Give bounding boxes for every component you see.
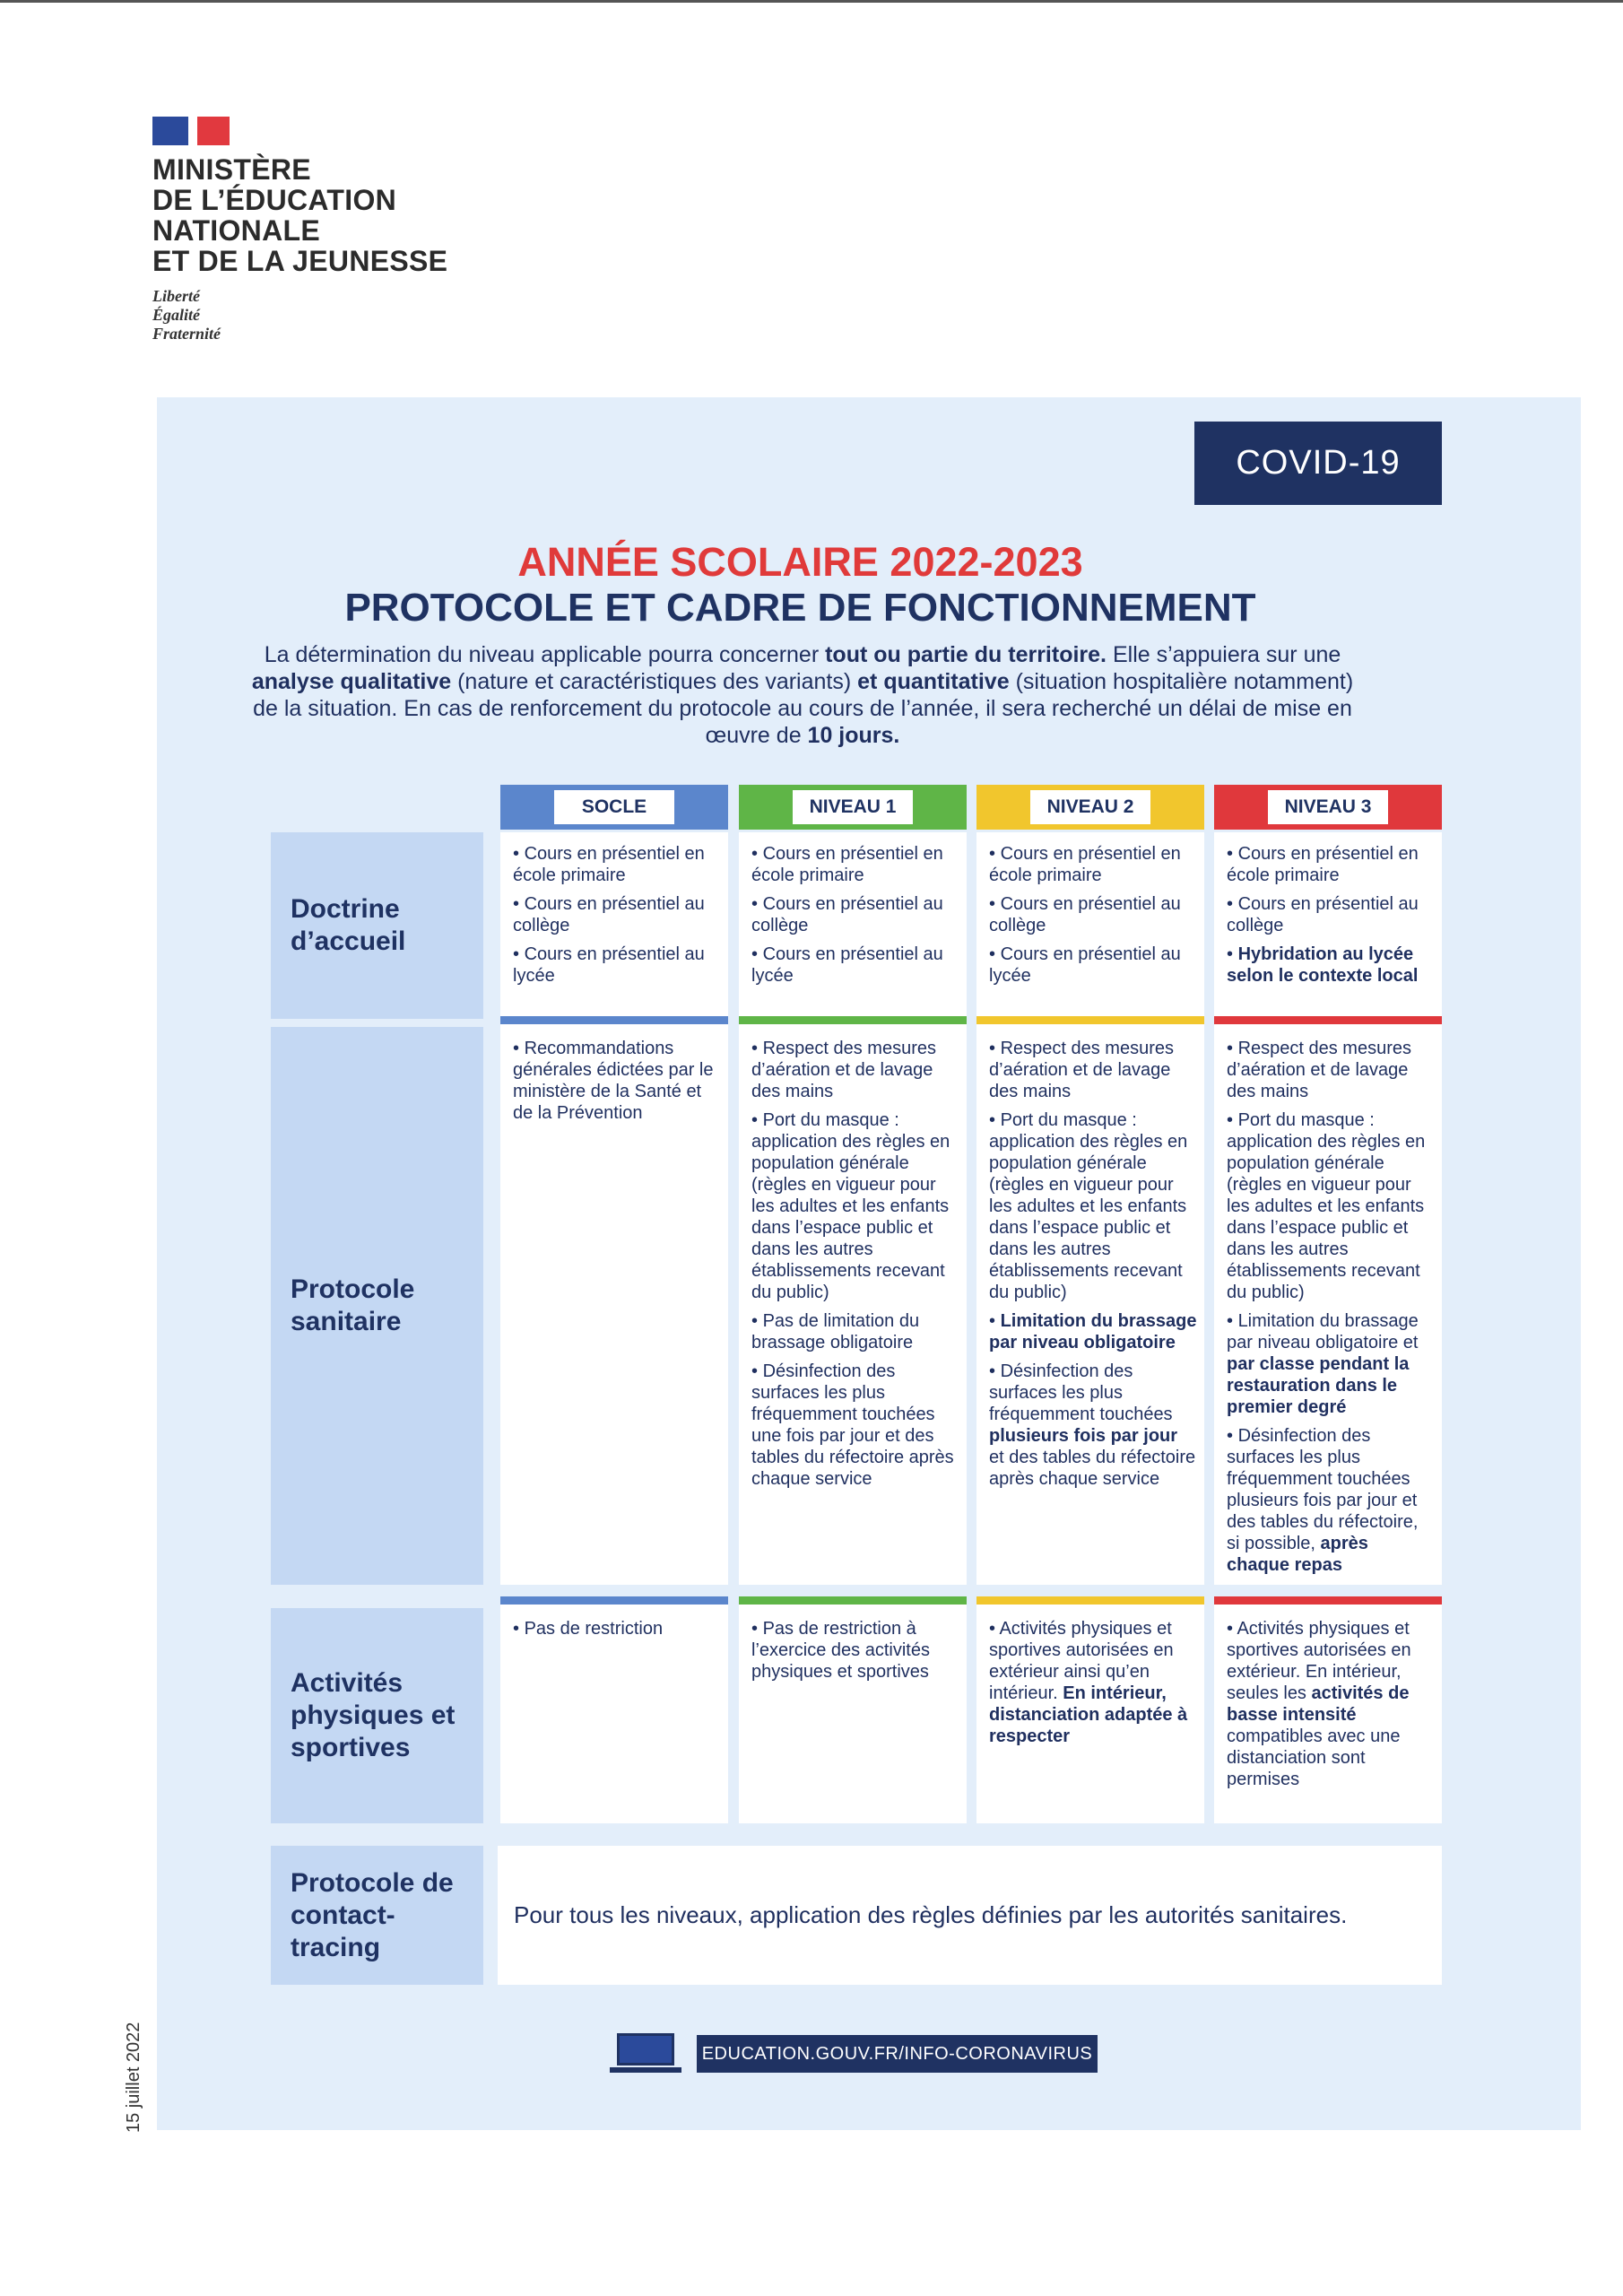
bullet-item	[513, 893, 721, 936]
bullet-list	[989, 843, 1197, 987]
bullet-item	[751, 1109, 959, 1303]
cell-doctrine-socle	[500, 832, 728, 1019]
bullet-text: Cours en présentiel en école primaire	[989, 844, 1181, 885]
bullet-text: Respect des mesures d’aération et de lavage des mains	[989, 1039, 1174, 1101]
bullet-text: En intérieur, distanciation adaptée à respecter	[989, 1683, 1188, 1746]
bullet-list	[989, 1618, 1197, 1747]
bullet-list	[1227, 1038, 1435, 1576]
bullet-text: activités de basse intensité	[1227, 1683, 1410, 1725]
protocol-title: PROTOCOLE ET CADRE DE FONCTIONNEMENT	[344, 586, 1256, 630]
level-header-socle	[500, 785, 728, 830]
cell-activites-niveau-1	[739, 1596, 967, 1823]
level-header-niveau-2	[976, 785, 1204, 830]
bullet-text: Recommandations générales édictées par le ministère de la Santé et de la Prévention	[513, 1039, 714, 1123]
bullet-list	[1227, 843, 1435, 987]
bullet-list	[751, 1618, 959, 1683]
bullet-item	[751, 1361, 959, 1490]
publication-date: 15 juillet 2022	[124, 2022, 143, 2133]
cell-sanitaire-socle	[500, 1016, 728, 1585]
bullet-item	[989, 1109, 1197, 1303]
bullet-text: Désinfection des surfaces les plus fréquemment touchées plusieurs fois par jour et des tables du réfectoire, si possible,	[1227, 1426, 1419, 1553]
contact-tracing-text: Pour tous les niveaux, application des règles définies par les autorités sanitaires.	[498, 1846, 1442, 1985]
row-label-protocole-sanitaire: Protocole sanitaire	[271, 1027, 483, 1585]
protocol-poster	[157, 397, 1581, 2130]
intro-text-run: Elle s’appuiera sur une	[1107, 642, 1341, 667]
cell-sanitaire-niveau-2	[976, 1016, 1204, 1585]
bullet-text: compatibles avec une distanciation sont permises	[1227, 1726, 1401, 1789]
bullet-list	[751, 843, 959, 987]
cell-sanitaire-niveau-1	[739, 1016, 967, 1585]
bullet-item	[751, 1038, 959, 1102]
motto	[152, 287, 475, 344]
covid-badge: COVID-19	[1194, 422, 1442, 505]
ministry-name-line: MINISTÈRE	[152, 153, 311, 186]
bullet-item	[1227, 1618, 1435, 1790]
bullet-item	[513, 1618, 721, 1639]
bullet-list	[513, 843, 721, 987]
bullet-text: Limitation du brassage par niveau obligatoire et	[1227, 1311, 1419, 1352]
bullet-text: Hybridation au lycée selon le contexte local	[1227, 944, 1419, 986]
info-coronavirus-link[interactable]: EDUCATION.GOUV.FR/INFO-CORONAVIRUS	[697, 2035, 1098, 2073]
bullet-text: Désinfection des surfaces les plus fréquemment touchées	[989, 1361, 1173, 1424]
bullet-text: Activités physiques et sportives autorisées en extérieur. En intérieur, seules les	[1227, 1619, 1411, 1703]
bullet-item	[989, 843, 1197, 886]
level-color-bar	[1214, 1016, 1442, 1024]
cell-doctrine-niveau-1	[739, 832, 967, 1019]
ministry-name-line: NATIONALE	[152, 214, 320, 247]
bullet-item	[1227, 1109, 1435, 1303]
bullet-item	[989, 1618, 1197, 1747]
bullet-item	[513, 944, 721, 987]
bullet-text: Port du masque : application des règles en population générale (règles en vigueur pour les adultes et les enfants dans l’espace public et dans les autres établissements recevant du public)	[751, 1110, 950, 1302]
motto-line: Égalité	[152, 306, 200, 324]
cell-doctrine-niveau-2	[976, 832, 1204, 1019]
bullet-text: Cours en présentiel au collège	[989, 894, 1181, 935]
bullet-item	[751, 944, 959, 987]
bullet-item	[989, 1038, 1197, 1102]
cell-activites-niveau-3	[1214, 1596, 1442, 1823]
level-color-bar	[739, 1016, 967, 1024]
bullet-text: Limitation du brassage par niveau obligatoire	[989, 1311, 1197, 1352]
row-label-activites-physiques: Activités physiques et sportives	[271, 1608, 483, 1823]
bullet-text: Cours en présentiel au collège	[513, 894, 705, 935]
row-label-contact-tracing: Protocole de contact-tracing	[271, 1846, 483, 1985]
intro-text-run: La détermination du niveau applicable pourra concerner	[264, 642, 826, 667]
bullet-item	[1227, 893, 1435, 936]
level-header-label: NIVEAU 2	[1030, 790, 1150, 824]
level-color-bar	[976, 1016, 1204, 1024]
bullet-text: Pas de restriction	[524, 1619, 664, 1639]
school-year-title: ANNÉE SCOLAIRE 2022-2023	[517, 539, 1083, 585]
bullet-item	[1227, 1425, 1435, 1576]
ministry-logo	[152, 117, 475, 344]
level-color-bar	[739, 1596, 967, 1605]
motto-line: Fraternité	[152, 325, 221, 343]
bullet-text: plusieurs fois par jour	[989, 1426, 1178, 1446]
bullet-text: Activités physiques et sportives autorisées en extérieur ainsi qu’en intérieur.	[989, 1619, 1174, 1703]
bullet-text: Cours en présentiel en école primaire	[513, 844, 705, 885]
cell-sanitaire-niveau-3	[1214, 1016, 1442, 1585]
bullet-list	[513, 1618, 721, 1639]
top-border	[0, 0, 1623, 3]
bullet-text: Cours en présentiel au lycée	[751, 944, 943, 986]
bullet-item	[751, 843, 959, 886]
bullet-item	[751, 893, 959, 936]
cell-activites-niveau-2	[976, 1596, 1204, 1823]
bullet-text: par classe pendant la restauration dans le premier degré	[1227, 1354, 1410, 1417]
motto-line: Liberté	[152, 287, 200, 305]
bullet-text: Cours en présentiel au lycée	[989, 944, 1181, 986]
ministry-name-line: ET DE LA JEUNESSE	[152, 245, 448, 277]
bullet-text: Cours en présentiel en école primaire	[751, 844, 943, 885]
bullet-text: Port du masque : application des règles en population générale (règles en vigueur pour les adultes et les enfants dans l’espace public et dans les autres établissements recevant du public)	[1227, 1110, 1426, 1302]
bullet-text: Cours en présentiel au collège	[1227, 894, 1419, 935]
intro-text-run: 10 jours.	[807, 723, 900, 748]
bullet-item	[751, 1618, 959, 1683]
intro-text-run: (nature et caractéristiques des variants)	[451, 669, 858, 694]
bullet-list	[989, 1038, 1197, 1490]
intro-text-run: (situation hospitalière notamment) de la situation. En cas de renforcement du protocole au cours de l’année, il sera recherché un délai de mise en œuvre de	[253, 669, 1354, 748]
marianne-flag-icon	[152, 117, 230, 145]
bullet-item	[513, 1038, 721, 1124]
bullet-list	[1227, 1618, 1435, 1790]
row-label-doctrine: Doctrine d’accueil	[271, 832, 483, 1019]
bullet-item	[989, 944, 1197, 987]
ministry-name-line: DE L’ÉDUCATION	[152, 184, 397, 216]
level-header-label: NIVEAU 1	[793, 790, 913, 824]
intro-text-run: analyse qualitative	[251, 669, 452, 694]
intro-text-run: tout ou partie du territoire.	[825, 642, 1107, 667]
bullet-text: et des tables du réfectoire après chaque service	[989, 1448, 1196, 1489]
laptop-icon	[610, 2033, 681, 2074]
bullet-text: Désinfection des surfaces les plus fréquemment touchées une fois par jour et des tables du réfectoire après chaque service	[751, 1361, 954, 1489]
bullet-item	[513, 843, 721, 886]
level-header-niveau-1	[739, 785, 967, 830]
bullet-text: Cours en présentiel en école primaire	[1227, 844, 1419, 885]
bullet-text: Pas de restriction à l’exercice des activités physiques et sportives	[751, 1619, 930, 1682]
cell-doctrine-niveau-3	[1214, 832, 1442, 1019]
bullet-text: Respect des mesures d’aération et de lavage des mains	[751, 1039, 936, 1101]
bullet-item	[1227, 944, 1435, 987]
bullet-item	[1227, 843, 1435, 886]
bullet-text: après chaque repas	[1227, 1534, 1368, 1575]
level-header-label: SOCLE	[554, 790, 674, 824]
level-color-bar	[500, 1596, 728, 1605]
level-color-bar	[500, 1016, 728, 1024]
bullet-item	[1227, 1038, 1435, 1102]
intro-text-run: et quantitative	[857, 669, 1010, 694]
bullet-list	[751, 1038, 959, 1490]
bullet-text: Cours en présentiel au lycée	[513, 944, 705, 986]
level-header-niveau-3	[1214, 785, 1442, 830]
bullet-item	[989, 1361, 1197, 1490]
bullet-item	[989, 893, 1197, 936]
bullet-list	[513, 1038, 721, 1124]
level-color-bar	[976, 1596, 1204, 1605]
bullet-item	[751, 1310, 959, 1353]
bullet-item	[1227, 1310, 1435, 1418]
bullet-text: Cours en présentiel au collège	[751, 894, 943, 935]
bullet-item	[989, 1310, 1197, 1353]
intro-paragraph	[247, 641, 1358, 749]
level-color-bar	[1214, 1596, 1442, 1605]
bullet-text: Pas de limitation du brassage obligatoire	[751, 1311, 920, 1352]
level-header-label: NIVEAU 3	[1268, 790, 1388, 824]
bullet-text: Port du masque : application des règles en population générale (règles en vigueur pour les adultes et les enfants dans l’espace public et dans les autres établissements recevant du public)	[989, 1110, 1188, 1302]
bullet-text: Respect des mesures d’aération et de lavage des mains	[1227, 1039, 1411, 1101]
cell-activites-socle	[500, 1596, 728, 1823]
